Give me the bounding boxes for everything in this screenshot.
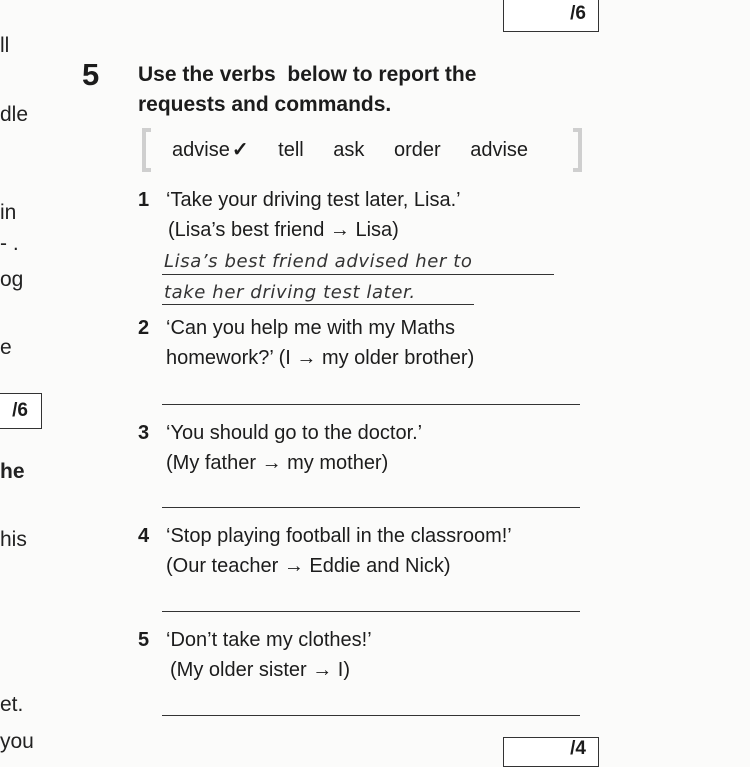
score-box-top: [503, 0, 599, 32]
answer-line[interactable]: [162, 507, 580, 508]
word-list: [172, 137, 552, 162]
item-quote: ‘Can you help me with my Maths: [166, 317, 456, 339]
item-speakers: (Lisa’s best friend → Lisa): [168, 219, 399, 241]
word-box: [142, 128, 582, 172]
word-item: order: [393, 139, 441, 161]
left-bracket: [142, 128, 151, 172]
left-fragment: - .: [0, 232, 19, 255]
item-speakers: (My older sister → I): [170, 659, 351, 681]
left-fragment: in: [0, 201, 17, 224]
item-speakers: (Our teacher → Eddie and Nick): [166, 555, 451, 577]
score-left: /6: [12, 400, 28, 421]
item-number: 3: [138, 422, 150, 444]
score-top: /6: [570, 3, 586, 24]
score-box-left: [0, 393, 42, 429]
item-number: 1: [138, 189, 150, 211]
word-item: advise: [470, 139, 529, 161]
exercise-instruction: [138, 60, 558, 120]
left-fragment: og: [0, 268, 24, 291]
left-fragment: you: [0, 730, 34, 753]
right-bracket: [573, 128, 582, 172]
left-fragment: his: [0, 528, 27, 551]
item-quote-continued: homework?’ (I → my older brother): [166, 347, 475, 369]
item-number: 5: [138, 629, 150, 651]
instruction-line-1: Use the verbs below to report the: [138, 63, 477, 86]
check-mark-icon: ✓: [231, 139, 249, 161]
left-fragment: e: [0, 336, 12, 359]
instruction-line-2: requests and commands.: [138, 93, 392, 116]
word-item: tell: [278, 139, 304, 161]
score-box-bottom: [503, 737, 599, 767]
left-fragment: ll: [0, 34, 10, 57]
answer-underline: [162, 274, 554, 275]
handwritten-answer-line-1: Lisa’s best friend advised her to: [164, 251, 473, 272]
left-fragment: he: [0, 460, 25, 483]
item-speakers: (My father → my mother): [166, 452, 389, 474]
item-number: 4: [138, 525, 150, 547]
handwritten-answer-line-2: take her driving test later.: [164, 282, 416, 303]
word-item: advise ✓: [172, 139, 249, 161]
word-item: ask: [333, 139, 365, 161]
item-quote: ‘You should go to the doctor.’: [166, 422, 423, 444]
score-bottom: /4: [570, 738, 586, 759]
answer-line[interactable]: [162, 404, 580, 405]
item-quote: ‘Don’t take my clothes!’: [166, 629, 372, 651]
left-fragment: et.: [0, 693, 24, 716]
item-quote: ‘Stop playing football in the classroom!’: [166, 525, 512, 547]
left-fragment: dle: [0, 103, 29, 126]
answer-line[interactable]: [162, 611, 580, 612]
answer-underline: [162, 304, 474, 305]
exercise-number: 5: [82, 57, 100, 92]
item-number: 2: [138, 317, 150, 339]
answer-line[interactable]: [162, 715, 580, 716]
item-quote: ‘Take your driving test later, Lisa.’: [166, 189, 461, 211]
